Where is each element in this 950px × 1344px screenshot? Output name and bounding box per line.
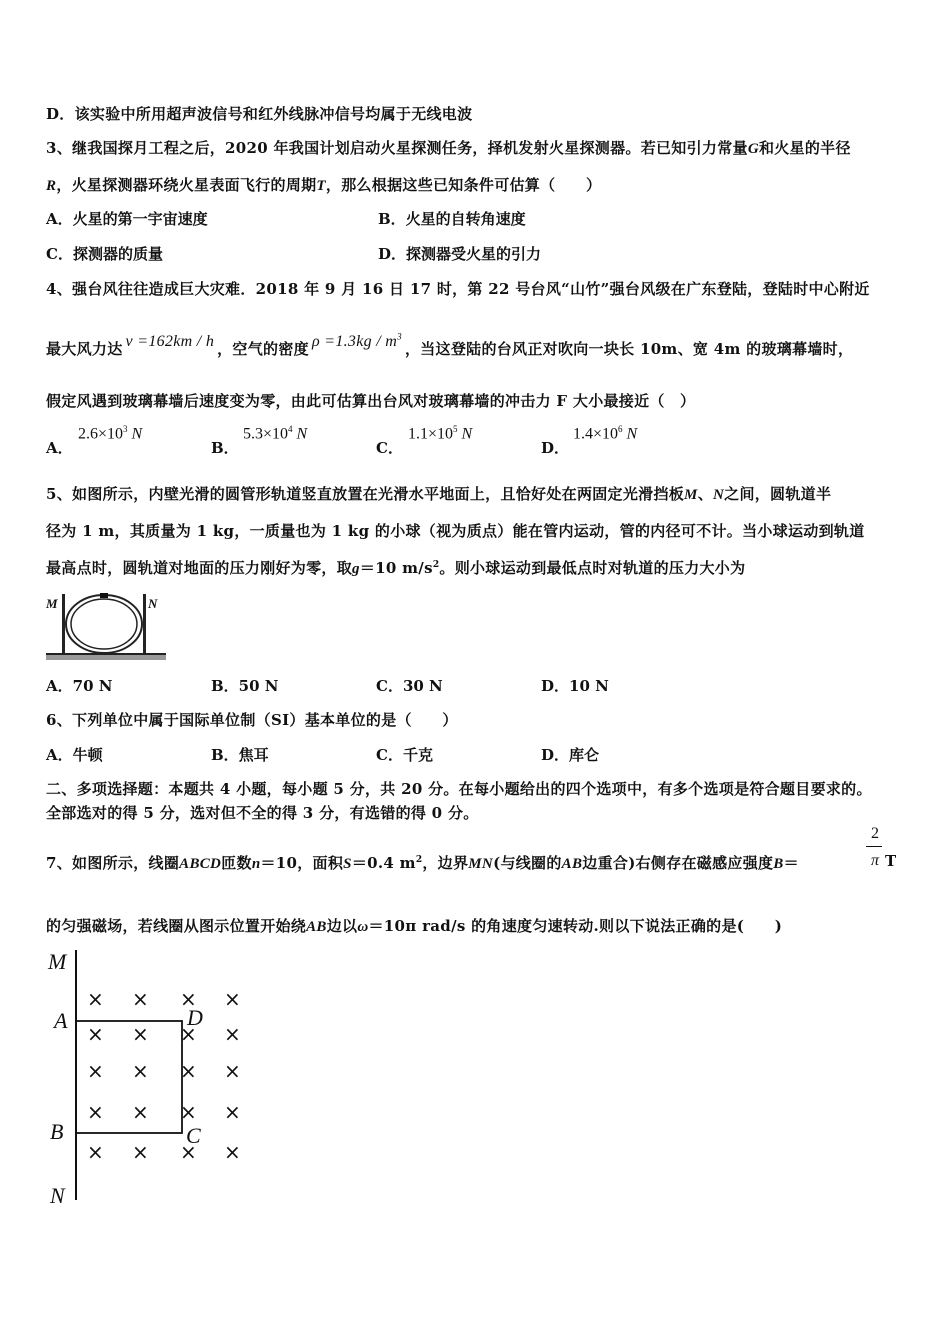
q4-option-d-label: D． [541,439,570,457]
q5-line-1: 5、如图所示，内壁光滑的圆管形轨道竖直放置在光滑水平地面上，且恰好处在两固定光滑挡板M、N之间，圆轨道半 [46,485,832,503]
q7-figure-label-c: C [186,1123,201,1148]
q7-field-cross: × [224,987,241,1011]
q6-option-c: C．千克 [376,746,433,764]
q3-option-d: D．探测器受火星的引力 [378,245,542,263]
q5-option-b: B．50 N [211,677,279,695]
q6-option-d: D．库仑 [541,746,600,764]
q7-fraction-bar [866,846,882,847]
q4-option-b-value: $5.3\times 10^4$ N [243,424,308,443]
q7-field-cross: × [180,1059,197,1083]
q7-field-cross: × [132,1059,149,1083]
q4-option-a-value: $2.6\times 10^3$ N [78,424,143,443]
q5-option-a: A．70 N [46,677,113,695]
q4-line-3: 假定风遇到玻璃幕墙后速度变为零，由此可估算出台风对玻璃幕墙的冲击力 F 大小最接近（ ） [46,392,696,410]
q7-field-cross: × [87,1140,104,1164]
q7-field-cross: × [132,1100,149,1124]
q7-figure-label-n: N [50,1183,65,1208]
q5-line-2: 径为 1 m，其质量为 1 kg，一质量也为 1 kg 的小球（视为质点）能在管内运动，管的内径可不计。当小球运动到轨道 [46,522,865,540]
q7-field-cross: × [87,987,104,1011]
q3-option-b: B．火星的自转角速度 [378,210,526,228]
q7-field-cross: × [132,1140,149,1164]
q7-field-cross: × [132,1022,149,1046]
q3-line-1: 3、继我国探月工程之后，2020 年我国计划启动火星探测任务，择机发射火星探测器。若已知引力常量G和火星的半径 [46,139,851,157]
q7-line-1: 7、如图所示，线圈ABCD匝数n＝10，面积S＝0.4 $m^2$，边界MN(与线圈的AB边重合)右侧存在磁感应强度B＝ [46,854,799,872]
q4-speed-formula: v =162km / h [125,333,215,350]
q4-line-1: 4、强台风往往造成巨大灾难．2018 年 9 月 16 日 17 时，第 22 号台风“山竹”强台风级在广东登陆，登陆时中心附近 [46,280,870,298]
q7-field-cross: × [224,1022,241,1046]
q7-field-cross: × [87,1100,104,1124]
q4-line-2: 最大风力达 v =162km / h ，空气的密度 $\rho =1.3kg / m^3$，当这登陆的台风正对吹向一块长 10m、宽 4m 的玻璃幕墙时， [46,331,854,358]
q7-field-cross: × [87,1022,104,1046]
q5-figure-label-m: M [46,596,58,611]
q5-line-3: 最高点时，圆轨道对地面的压力刚好为零，取g＝10 $m/s^2$。则小球运动到最低点时对轨道的压力大小为 [46,559,746,577]
q2-option-d: D．该实验中所用超声波信号和红外线脉冲信号均属于无线电波 [46,105,473,123]
q7-line-2: 的匀强磁场，若线圈从图示位置开始绕AB边以ω＝10π rad/s 的角速度匀速转动.则以下说法正确的是( ) [46,917,783,935]
q7-fraction-denominator: π [870,852,879,869]
q5-figure-label-n: N [148,596,158,611]
q7-figure-label-d: D [187,1005,203,1030]
q4-option-d-value: $1.4\times 10^6$ N [573,424,638,443]
q7-figure-coil-field [40,945,260,1215]
q5-figure-ring-outer [66,595,142,653]
q7-field-cross: × [224,1140,241,1164]
q5-figure-ring-inner [71,599,137,649]
q4-option-c-value: $1.1\times 10^5$ N [408,424,473,443]
q5-figure-ring-track [44,588,168,662]
q7-field-cross: × [224,1059,241,1083]
q7-field-cross: × [180,1100,197,1124]
q7-field-cross: × [180,1022,197,1046]
q3-line-2: R，火星探测器环绕火星表面飞行的周期T，那么根据这些已知条件可估算（ ） [46,176,602,194]
q7-field-cross: × [180,1140,197,1164]
q7-field-cross: × [180,987,197,1011]
q4-option-a-label: A． [46,439,73,457]
q5-figure-ground-hatch [46,655,166,660]
q6-option-a: A．牛顿 [46,746,103,764]
q5-figure-wall-n [143,594,146,654]
q4-density-formula: $\rho =1.3kg / m^3$ [311,331,402,350]
q7-figure-label-m: M [48,949,67,974]
q5-figure-ball [100,593,108,598]
q3-option-a: A．火星的第一宇宙速度 [46,210,208,228]
q6-option-b: B．焦耳 [211,746,269,764]
section2-instructions-2: 全部选对的得 5 分，选对但不全的得 3 分，有选错的得 0 分。 [46,804,479,822]
q4-option-b-label: B． [211,439,239,457]
q7-field-cross: × [224,1100,241,1124]
q5-figure-wall-m [62,594,65,654]
q7-unit-t: T [885,852,897,870]
q4-option-c-label: C． [376,439,403,457]
q7-fraction-numerator: 2 [871,825,879,842]
q7-field-cross: × [87,1059,104,1083]
q6-question: 6、下列单位中属于国际单位制（SI）基本单位的是（ ） [46,711,458,729]
q7-field-cross: × [132,987,149,1011]
q7-figure-label-b: B [50,1119,64,1144]
section2-instructions-1: 二、多项选择题：本题共 4 小题，每小题 5 分，共 20 分。在每小题给出的四个选项中，有多个选项是符合题目要求的。 [46,780,872,798]
q7-figure-label-a: A [54,1008,68,1033]
q3-option-c: C．探测器的质量 [46,245,163,263]
q5-option-c: C．30 N [376,677,443,695]
q5-option-d: D．10 N [541,677,609,695]
